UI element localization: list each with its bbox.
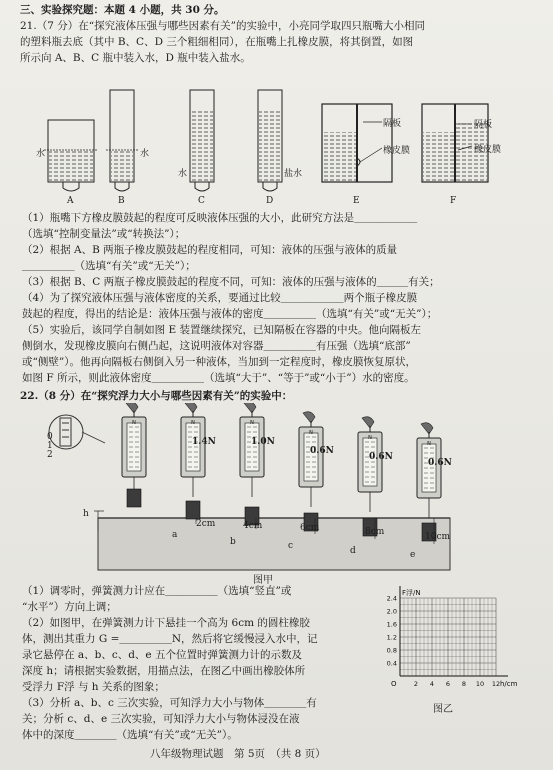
- q21-part-3: （3）根据 B、C 两瓶子橡皮膜鼓起的程度不同，可知：液体的压强与液体的＿＿＿有关；: [22, 276, 440, 288]
- bottle-d: [258, 90, 282, 191]
- q22-part-2e: 受浮力 F浮 与 h 关系的图象；: [22, 681, 165, 693]
- position-c: c: [288, 541, 294, 551]
- q22-part-1b: “水平”）方向上调；: [22, 601, 117, 613]
- q22-figure-jia: [0, 403, 553, 578]
- position-e: e: [410, 550, 416, 560]
- label-saltwater-d: 盐水: [284, 169, 303, 179]
- q22-intro: 22.（8 分）在“探究浮力大小与哪些因素有关”的实验中：: [20, 390, 293, 402]
- q22-part-3a: （3）分析 a、b、c 三次实验，可知浮力大小与物体＿＿＿＿有: [22, 697, 317, 709]
- depth-b: 4cm: [243, 521, 263, 531]
- depth-c: 6cm: [300, 523, 320, 533]
- q22-part-2a: （2）如图甲，在弹簧测力计下悬挂一个高为 6cm 的圆柱橡胶: [22, 617, 310, 629]
- label-f: F: [450, 196, 457, 206]
- origin-label: O: [391, 680, 397, 688]
- section-header: 三、实验探究题：本题 4 小题，共 30 分。: [20, 4, 225, 16]
- hand-icon: [303, 412, 315, 423]
- zero-detail-digit-0: 0: [47, 432, 53, 442]
- label-water-a: 水: [36, 149, 46, 159]
- reading-d: 0.6N: [369, 452, 393, 462]
- y-tick-label: 2.4: [386, 594, 397, 603]
- bottle-b: [106, 90, 138, 191]
- spring-scale: [299, 412, 323, 531]
- fig-yi-caption: 图乙: [433, 704, 453, 715]
- x-axis-label: h/cm: [500, 680, 518, 688]
- q21-figure: [30, 78, 530, 208]
- q22-part-3b: 关；分析 c、d、e 三次实验，可知浮力大小与物体浸没在液: [22, 713, 300, 725]
- q21-part-5d: 如图 F 所示，则此液体密度＿＿＿＿＿（选填“大于”、“等于”或“小于”）水的密度。: [22, 372, 415, 384]
- bottle-a: [44, 120, 98, 191]
- label-partition-f: 隔板: [474, 120, 493, 130]
- zero-detail-digit-1: 1: [47, 441, 53, 451]
- x-tick-label: 8: [461, 680, 467, 688]
- q21-part-5a: （5）实验后，该同学自制如图 E 装置继续探究，已知隔板在容器的中央。他向隔板左: [22, 324, 422, 336]
- spring-zero-detail: [49, 415, 105, 449]
- zero-detail-digit-2: 2: [47, 450, 53, 460]
- reading-b: 1.0N: [251, 437, 275, 447]
- q22-part-3c: 体中的深度＿＿＿＿（选填“有关”或“无关”）。: [22, 729, 238, 741]
- q21-part-5c: 或“侧壁”）。他再向隔板右侧倒入另一种液体，当加到一定程度时，橡皮膜恢复原状，: [22, 356, 416, 368]
- y-axis-label: F浮/N: [402, 589, 421, 597]
- x-tick-label: 4: [429, 680, 435, 688]
- q21-intro-3: 所示向 A、B、C 瓶中装入水，D 瓶中装入盐水。: [20, 52, 251, 64]
- hand-icon: [185, 403, 197, 413]
- q21-intro-2: 的塑料瓶去底（其中 B、C、D 三个粗细相同），在瓶嘴上扎橡皮膜，将其倒置，如图: [20, 36, 414, 48]
- q21-part-2b: ＿＿＿＿＿（选填“有关”或“无关”）；: [22, 260, 196, 272]
- y-tick-label: 0.4: [386, 659, 397, 668]
- fig-jia-caption: 图甲: [253, 575, 273, 586]
- label-membrane-e: 橡皮膜: [383, 146, 411, 156]
- water-tank: [98, 518, 450, 570]
- q21-part-4a: （4）为了探究液体压强与液体密度的关系，要通过比较＿＿＿＿＿＿两个瓶子橡皮膜: [22, 292, 418, 304]
- h-label: h: [83, 509, 89, 519]
- q22-part-2c: 录它悬停在 a、b、c、d、e 五个位置时弹簧测力计的示数及: [22, 649, 302, 661]
- q22-part-2b: 体，测出其重力 G =＿＿＿＿＿N，然后将它缓慢浸入水中，记: [22, 633, 318, 645]
- scale-unit-letter: N: [427, 441, 431, 447]
- y-tick-label: 1.2: [386, 633, 397, 642]
- page-footer: 八年级物理试题 第 5页 （共 8 页）: [150, 748, 326, 760]
- y-tick-label: 0.8: [386, 646, 397, 655]
- spring-scale: [122, 403, 146, 507]
- reading-a: 1.4N: [192, 437, 216, 447]
- hand-icon: [421, 423, 433, 434]
- q21-part-1b: （选填“控制变量法”或“转换法”）；: [22, 228, 186, 240]
- q21-part-5b: 侧倒水，发现橡皮膜向右侧凸起，这说明液体对容器＿＿＿＿＿有压强（选填“底部”: [22, 340, 411, 352]
- label-d: D: [266, 196, 274, 206]
- q21-part-2a: （2）根据 A、B 两瓶子橡皮膜鼓起的程度相同，可知：液体的压强与液体的质量: [22, 244, 398, 256]
- label-e: E: [353, 196, 360, 206]
- y-tick-label: 2.0: [386, 607, 397, 616]
- bottle-c: [190, 90, 214, 191]
- depth-a: 2cm: [196, 519, 216, 529]
- q21-part-1a: （1）瓶嘴下方橡皮膜鼓起的程度可反映液体压强的大小，此研究方法是＿＿＿＿＿＿: [22, 212, 418, 224]
- label-water-b: 水: [140, 149, 150, 159]
- scale-unit-letter: N: [191, 420, 195, 426]
- position-b: b: [230, 537, 236, 547]
- y-tick-label: 1.6: [386, 620, 397, 629]
- q22-part-1a: （1）调零时，弹簧测力计应在＿＿＿＿＿（选填“竖直”或: [22, 585, 292, 597]
- scale-unit-letter: N: [368, 435, 372, 441]
- x-tick-label: 12: [491, 680, 501, 688]
- reading-e: 0.6N: [428, 458, 452, 468]
- spring-scale: [181, 403, 205, 519]
- x-tick-label: 2: [413, 680, 419, 688]
- container-e: [322, 104, 392, 182]
- depth-e: 10cm: [425, 532, 451, 542]
- hand-icon: [126, 403, 138, 413]
- scale-unit-letter: N: [132, 420, 136, 426]
- label-membrane-f: 橡皮膜: [474, 145, 502, 155]
- label-partition-e: 隔板: [383, 119, 402, 129]
- hand-icon: [362, 417, 374, 428]
- spring-scale: [240, 403, 264, 525]
- depth-d: 8cm: [365, 527, 385, 537]
- q21-intro-1: 21.（7 分）在“探究液体压强与哪些因素有关”的实验中，小亮同学取四只瓶嘴大小相同: [20, 20, 425, 32]
- position-a: a: [172, 530, 178, 540]
- hand-icon: [244, 403, 256, 413]
- q22-part-2d: 深度 h；请根据实验数据，用描点法，在图乙中画出橡胶体所: [22, 665, 306, 677]
- fig-yi-chart: [372, 586, 522, 698]
- scale-unit-letter: N: [309, 430, 313, 436]
- rubber-cylinder: [127, 489, 141, 507]
- rubber-cylinder: [186, 501, 200, 519]
- q21-part-4b: 鼓起的程度，得出的结论是：液体压强与液体的密度＿＿＿＿＿（选填“有关”或“无关”）；: [22, 308, 438, 320]
- position-d: d: [350, 546, 356, 556]
- x-tick-label: 6: [445, 680, 451, 688]
- reading-c: 0.6N: [310, 446, 334, 456]
- label-water-c: 水: [178, 169, 188, 179]
- label-c: C: [198, 196, 205, 206]
- label-b: B: [118, 196, 125, 206]
- x-tick-label: 10: [475, 680, 485, 688]
- scale-unit-letter: N: [250, 420, 254, 426]
- label-a: A: [67, 196, 74, 206]
